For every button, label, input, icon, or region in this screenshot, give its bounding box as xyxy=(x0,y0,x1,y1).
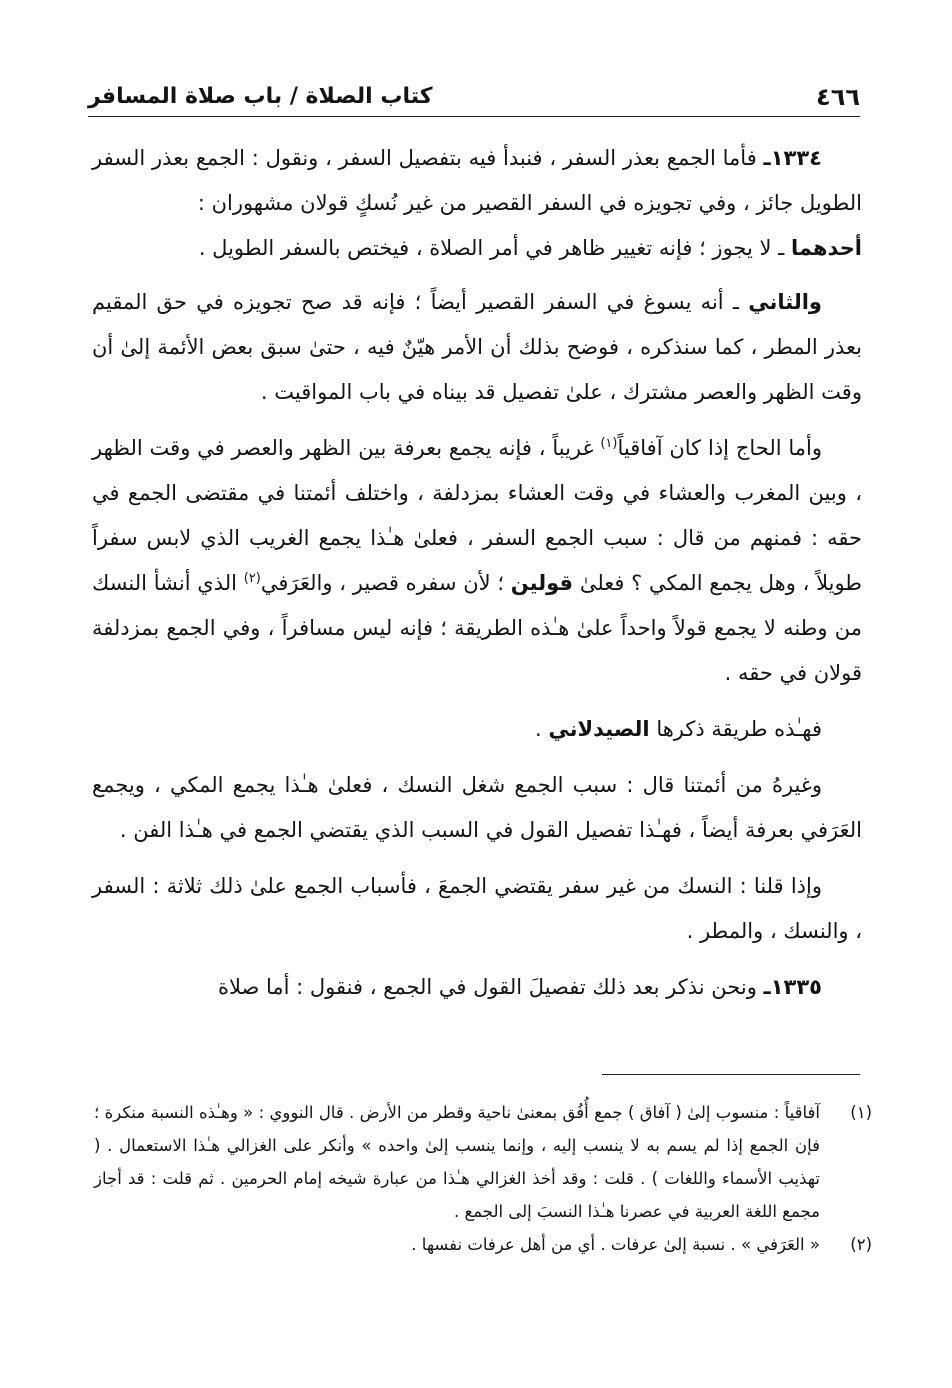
footnotes xyxy=(94,1096,872,1261)
bold-term: الصيدلاني xyxy=(548,717,650,741)
bold-term: أحدهما xyxy=(791,236,862,260)
page-header xyxy=(88,80,860,117)
paragraph-second-view xyxy=(92,280,862,415)
footnote-reference[interactable]: (٢) xyxy=(243,571,261,586)
footnote-1 xyxy=(94,1096,872,1228)
paragraph-text: فأما الجمع بعذر السفر ، فنبدأ فيه بتفصيل السفر ، ونقول : الجمع بعذر السفر الطويل جائز ، وفي تجويزه في السفر القصير من غير نُسكٍ قولان مشهوران : xyxy=(92,146,862,215)
running-title: كتاب الصلاة / باب صلاة المسافر xyxy=(88,84,433,109)
paragraph-text: ؛ لأن سفره قصير ، والعَرَفي xyxy=(260,571,505,595)
footnote-mark: (٢) xyxy=(850,1235,872,1254)
page-number: ٤٦٦ xyxy=(816,83,860,111)
footnote-divider xyxy=(602,1074,860,1075)
main-text xyxy=(92,136,862,1021)
paragraph-text: غريباً ، فإنه يجمع بعرفة بين الظهر والعصر في وقت الظهر ، وبين المغرب والعشاء في وقت العشاء بمزدلفة ، واختلف أئمتنا في مقتضى الجمع في حقه : فمنهم من قال : سبب الجمع السفر ، فعلىٰ هـٰذا يجمع الغريب الذي لابس سفراً طويلاً ، وهل يجمع المكي ؟ فعلىٰ xyxy=(92,436,863,595)
paragraph-text: وإذا قلنا : النسك من غير سفر يقتضي الجمعَ ، فأسباب الجمع علىٰ ذلك ثلاثة : السفر ، والنسك ، والمطر . xyxy=(92,874,862,943)
footnote-2 xyxy=(94,1228,872,1261)
issue-number: ١٣٣٥ـ xyxy=(763,975,822,999)
bold-term: والثاني xyxy=(748,290,822,314)
paragraph-text: فهـٰذه طريقة ذكرها xyxy=(656,717,822,741)
paragraph-text: الذي أنشأ النسك من وطنه لا يجمع قولاً واحداً علىٰ هـٰذه الطريقة ؛ فإنه ليس مسافراً ، وفي الجمع بمزدلفة قولان في حقه . xyxy=(92,571,862,685)
paragraph-saydalani xyxy=(92,707,862,752)
paragraph-text: . xyxy=(535,717,542,741)
paragraph-three-causes xyxy=(92,864,862,954)
paragraph-text: ـ أنه يسوغ في السفر القصير أيضاً ؛ فإنه قد صح تجويزه في حق المقيم بعذر المطر ، كما سنذكره ، فوضح بذلك أن الأمر هيّنٌ فيه ، حتىٰ سبق بعض الأئمة إلىٰ أن وقت الظهر والعصر مشترك ، علىٰ تفصيل قد بيناه في باب المواقيت . xyxy=(92,290,862,404)
paragraph-other-imams xyxy=(92,763,862,853)
paragraph-1335 xyxy=(92,965,862,1010)
footnote-mark: (١) xyxy=(850,1103,872,1122)
footnote-text: آفاقياً : منسوب إلىٰ ( آفاق ) جمع أُفُق بمعنىٰ ناحية وقطر من الأرض . قال النووي : « وهـٰذه النسبة منكرة ؛ فإن الجمع إذا لم يسم به لا ينسب إليه ، وإنما ينسب إلىٰ واحده » وأنكر على الغزالي هـٰذا الاستعمال . ( تهذيب الأسماء واللغات ) . قلت : وقد أخذ الغزالي هـٰذا من عبارة شيخه إمام الحرمين . ثم قلت : قد أجاز مجمع اللغة العربية في عصرنا هـٰذا النسبَ إلى الجمع . xyxy=(94,1103,820,1221)
paragraph-text: وغيرهُ من أئمتنا قال : سبب الجمع شغل النسك ، فعلىٰ هـٰذا يجمع المكي ، ويجمع العَرَفي بعرفة أيضاً ، فهـٰذا تفصيل القول في السبب الذي يقتضي الجمع في هـٰذا الفن . xyxy=(92,773,862,842)
paragraph-text: ونحن نذكر بعد ذلك تفصيلَ القول في الجمع ، فنقول : أما صلاة xyxy=(217,975,757,999)
paragraph-text: ـ لا يجوز ؛ فإنه تغيير ظاهر في أمر الصلاة ، فيختص بالسفر الطويل . xyxy=(198,236,785,260)
issue-number: ١٣٣٤ـ xyxy=(763,146,822,170)
bold-term: قولين xyxy=(510,571,574,595)
footnote-reference[interactable]: (١) xyxy=(600,436,618,451)
paragraph-text: وأما الحاج إذا كان آفاقياً xyxy=(617,436,823,460)
paragraph-pilgrim xyxy=(92,426,862,696)
footnote-text: « العَرَفي » . نسبة إلىٰ عرفات . أي من أهل عرفات نفسها . xyxy=(411,1235,820,1254)
paragraph-1334 xyxy=(92,136,862,271)
